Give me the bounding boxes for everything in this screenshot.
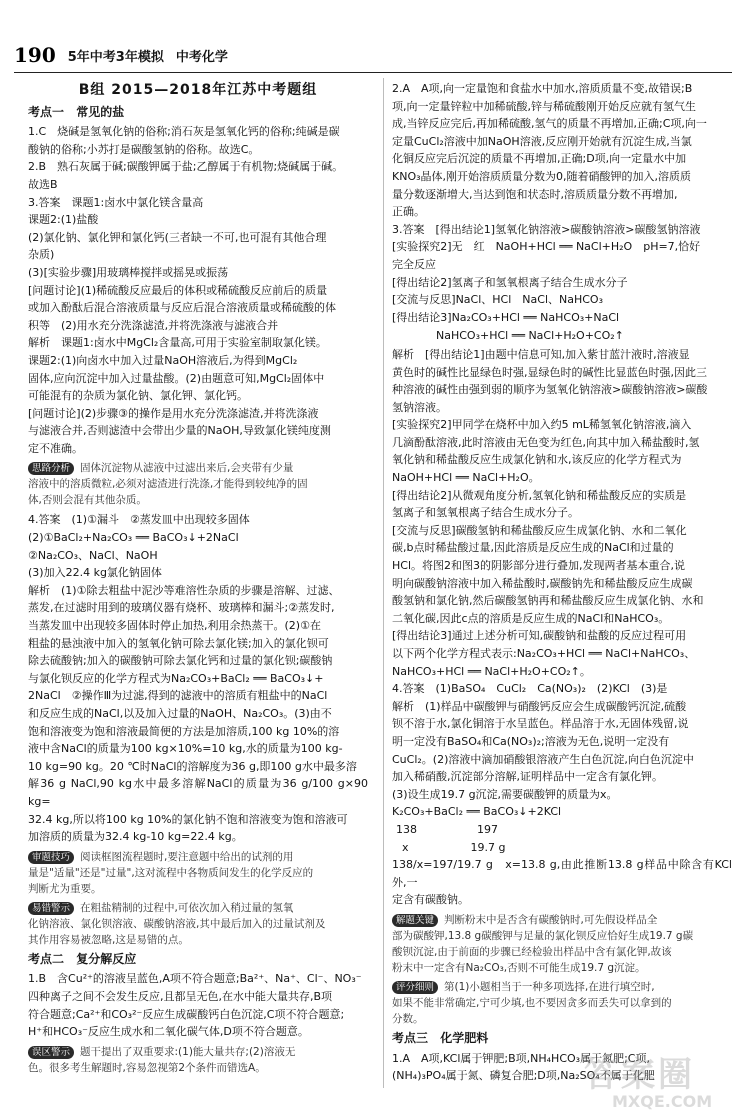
- text-line: 判断尤为重要。: [28, 882, 102, 895]
- text-line: 几滴酚酞溶液,此时溶液由无色变为红色,向其中加入稀盐酸时,氢: [392, 435, 700, 449]
- calc-value: 197: [477, 822, 498, 836]
- text-line: [交流与反思]碳酸氢钠和稀盐酸反应生成氯化钠、水和二氧化: [392, 523, 687, 537]
- equation-line: K₂CO₃+BaCl₂ ══ BaCO₃↓+2KCl: [392, 805, 562, 819]
- text-line: [得出结论3]通过上述分析可知,碳酸钠和盐酸的反应过程可用: [392, 629, 687, 643]
- text-line: 种溶液的碱性由强到弱的顺序为氢氧化钠溶液>碳酸钠溶液>碳酸: [392, 383, 708, 397]
- text-line: 解析 (1)样品中碳酸钾与硝酸钙反应会生成碳酸钙沉淀,硫酸: [392, 699, 687, 713]
- section-number: 考点二: [28, 951, 65, 966]
- text-line: 正确。: [392, 205, 425, 219]
- text-line: CuCl₂。(2)溶液中滴加硝酸银溶液产生白色沉淀,向白色沉淀中: [392, 752, 694, 766]
- text-line: 3.答案 [得出结论1]氢氧化钠溶液>碳酸钠溶液>碳酸氢钠溶液: [392, 222, 701, 236]
- answer-r2: [392, 221, 732, 345]
- text-line: KNO₃晶体,刚开始溶质质量分数为0,随着硝酸钾的加入,溶质质: [392, 169, 691, 183]
- text-line: NaOH+HCl ══ NaCl+H₂O。: [392, 471, 540, 485]
- fraction-line: 解36 g NaCl,90 kg水中最多溶解NaCl的质量为36 g/100 g×90 kg=: [28, 777, 368, 808]
- tip-label: 解题关键: [392, 914, 438, 927]
- text-line: 钡不溶于水,氯化铜溶于水呈蓝色。样品溶于水,无固体残留,说: [392, 717, 689, 731]
- right-column: [392, 80, 732, 1085]
- section-heading-1: [28, 104, 368, 122]
- text-line: (3)加入22.4 kg氯化钠固体: [28, 566, 162, 580]
- text-line: ②Na₂CO₃、NaCl、NaOH: [28, 548, 158, 562]
- text-line: 课题2:(1)向卤水中加入过量NaOH溶液后,为得到MgCl₂: [28, 353, 298, 367]
- text-line: 加入稀硝酸,沉淀部分溶解,证明样品中一定含有氯化钾。: [392, 770, 663, 784]
- text-line: 32.4 kg,所以将100 kg 10%的氯化钠不饱和溶液变为饱和溶液可: [28, 812, 348, 826]
- tip-common-errors: [28, 900, 368, 948]
- text-line: 2.B 熟石灰属于碱;碳酸钾属于盐;乙醇属于有机物;烧碱属于碱。: [28, 160, 344, 174]
- text-line: [得出结论3]Na₂CO₃+HCl ══ NaHCO₃+NaCl: [392, 310, 620, 324]
- text-line: 可能混有的杂质为氯化钠、氯化钾、氯化钙。: [28, 389, 248, 403]
- text-line: 加溶质的质量为32.4 kg-10 kg=22.4 kg。: [28, 830, 243, 844]
- text-line: 1.C 烧碱是氢氧化钠的俗称;消石灰是氢氧化钙的俗称;纯碱是碳: [28, 125, 340, 139]
- text-line: 色。很多考生解题时,容易忽视第2个条件而错选A。: [28, 1061, 266, 1074]
- text-line: (2)氯化钠、氯化钾和氯化钙(三者缺一不可,也可混有其他合理: [28, 230, 327, 244]
- text-line: H⁺和HCO₃⁻反应生成水和二氧化碳气体,D项不符合题意。: [28, 1025, 309, 1039]
- text-line: 二氧化碳,因此c点的溶质是反应生成的NaCl和NaHCO₃。: [392, 611, 670, 625]
- group-title: B组 2015—2018年江苏中考题组: [78, 82, 318, 98]
- tip-reading-skill: [28, 849, 368, 897]
- tip-key-to-solving: [392, 912, 732, 976]
- watermark-logo: 答案圈: [584, 1055, 695, 1095]
- tip-label: 思路分析: [28, 462, 74, 475]
- text-line: 四种离子之间不会发生反应,且都呈无色,在水中能大量共存,B项: [28, 989, 333, 1003]
- answer-1: [28, 123, 368, 158]
- text-line: 定不准确。: [28, 441, 83, 455]
- text-line: 酸钡沉淀,由于前面的步骤已经检验出样品中含有氯化钾,故该: [392, 945, 672, 958]
- text-line: 解析 (1)①除去粗盐中泥沙等难溶性杂质的步骤是溶解、过滤、: [28, 583, 340, 597]
- text-line: 部为碳酸钾,13.8 g碳酸钾与足量的氯化钡反应恰好生成19.7 g碳: [392, 929, 694, 942]
- calc-row-1: [392, 821, 732, 839]
- text-line: (2)①BaCl₂+Na₂CO₃ ══ BaCO₃↓+2NaCl: [28, 531, 239, 545]
- text-line: [交流与反思]NaCl、HCl NaCl、NaHCO₃: [392, 293, 603, 307]
- text-line: 粗盐的悬浊液中加入的氢氧化钠可除去氯化镁;加入的氯化钡可: [28, 636, 329, 650]
- text-line: 体,否则会混有其他杂质。: [28, 494, 147, 507]
- section-title: 化学肥料: [440, 1030, 489, 1045]
- text-line: [实验探究2]甲同学在烧杯中加入约5 mL稀氢氧化钠溶液,滴入: [392, 418, 692, 432]
- text-line: 除去硫酸钠;加入的碳酸钠可除去氯化钙和过量的氯化钡;碳酸钠: [28, 654, 333, 668]
- text-line: 如果不能非常确定,宁可少填,也不要因贪多而丢失可以拿到的: [392, 996, 672, 1009]
- calc-value: 19.7 g: [470, 840, 506, 854]
- text-line: (3)[实验步骤]用玻璃棒搅拌或摇晃或振荡: [28, 265, 229, 279]
- text-line: 与氯化钡反应的化学方程式为Na₂CO₃+BaCl₂ ══ BaCO₃↓+: [28, 671, 324, 685]
- page-header: [14, 42, 228, 68]
- site-watermark: [584, 1047, 744, 1111]
- text-line: 题干提出了双重要求:(1)能大量共存;(2)溶液无: [80, 1045, 296, 1058]
- text-line: [实验探究2]无 红 NaOH+HCl ══ NaCl+H₂O pH=7,恰好: [392, 240, 701, 254]
- text-line: 或加入酚酞后混合溶液质量与反应后混合溶液质量或稀硫酸的体: [28, 301, 336, 315]
- text-line: [问题讨论](2)步骤③的操作是用水充分洗涤滤渣,并将洗涤液: [28, 406, 319, 420]
- text-line: 氧化钠和稀盐酸反应生成氯化钠和水,该反应的化学方程式为: [392, 453, 682, 467]
- calc-value: x: [402, 840, 409, 854]
- text-line: 黄色时的碱性比显绿色时强,显绿色时的碱性比显蓝色时强,因此三: [392, 365, 707, 379]
- text-line: 定含有碳酸钠。: [392, 893, 469, 907]
- header-rule: [14, 72, 732, 73]
- text-line: 10 kg=90 kg。20 ℃时NaCl的溶解度为36 g,即100 g水中最多溶: [28, 759, 357, 773]
- text-line: 阅读框图流程题时,要注意题中给出的试剂的用: [80, 850, 294, 863]
- answer-2: [28, 158, 368, 193]
- text-line: 酸钠的俗称;小苏打是碳酸氢钠的俗称。故选C。: [28, 142, 260, 156]
- equation-line: NaHCO₃+HCl ══ NaCl+H₂O+CO₂↑: [436, 329, 624, 343]
- text-line: 定量CuCl₂溶液中加NaOH溶液,反应刚开始就有沉淀生成,当氯: [392, 134, 692, 148]
- text-line: 固体沉淀物从滤液中过滤出来后,会夹带有少量: [80, 462, 294, 475]
- text-line: 2.A A项,向一定量饱和食盐水中加水,溶质质量不变,故错误;B: [392, 82, 693, 95]
- text-line: 其作用容易被忽略,这是易错的点。: [28, 933, 189, 946]
- section-heading-3: [392, 1030, 732, 1048]
- section-heading-2: [28, 951, 368, 969]
- text-line: 解析 课题1:卤水中MgCl₂含量高,可用于实验室制取氯化镁。: [28, 336, 327, 350]
- text-line: 化铜反应完后沉淀的质量不再增加,正确;D项,向一定量水中加: [392, 152, 687, 166]
- column-divider: [383, 78, 384, 1088]
- text-line: 与滤液合并,否则滤渣中会带出少量的NaOH,导致氯化镁纯度测: [28, 424, 331, 438]
- section-number: 考点一: [28, 104, 65, 119]
- text-line: 粉末中一定含有Na₂CO₃,否则不可能生成19.7 g沉淀。: [392, 961, 646, 974]
- book-subject: 中考化学: [175, 49, 228, 65]
- text-line: 蒸发,在过滤时用到的玻璃仪器有烧杯、玻璃棒和漏斗;②蒸发时,: [28, 601, 335, 615]
- text-line: HCl。将图2和图3的阴影部分进行叠加,发现两者基本重合,说: [392, 559, 685, 573]
- text-line: 2NaCl ②操作Ⅲ为过滤,得到的滤液中的溶质有粗盐中的NaCl: [28, 689, 328, 703]
- section-title: 常见的盐: [76, 104, 125, 119]
- text-line: 固体,应向沉淀中加入过量盐酸。(2)由题意可知,MgCl₂固体中: [28, 371, 325, 385]
- text-line: 判断粉末中是否含有碳酸钠时,可先假设样品全: [444, 913, 658, 926]
- text-line: 量分数逐渐增大,当达到饱和状态时,溶质质量分数不再增加,: [392, 187, 678, 201]
- text-line: 分数。: [392, 1012, 424, 1025]
- left-column: [28, 80, 368, 1079]
- text-line: 故选B: [28, 177, 58, 191]
- text-line: 化钠溶液、氯化钡溶液、碳酸钠溶液,其中最后加入的过量试剂及: [28, 917, 326, 930]
- text-line: [得出结论2]氢离子和氢氧根离子结合生成水分子: [392, 275, 628, 289]
- text-line: 4.答案 (1)①漏斗 ②蒸发皿中出现较多固体: [28, 513, 250, 527]
- text-line: 积等 (2)用水充分洗涤滤渣,并将洗涤液与滤液合并: [28, 318, 279, 332]
- tip-label: 评分细则: [392, 981, 438, 994]
- text-line: 课题2:(1)盐酸: [28, 213, 99, 227]
- book-series: 5年中考3年模拟: [67, 49, 164, 65]
- answer-r4: [392, 680, 732, 909]
- tip-label: 误区警示: [28, 1046, 74, 1059]
- text-line: 量是"适量"还是"过量",这对流程中各物质间发生的化学反应的: [28, 866, 314, 879]
- text-line: 完全反应: [392, 257, 436, 271]
- page-number: 190: [14, 43, 56, 67]
- text-line: 饱和溶液变为饱和溶液最简便的方法是加溶质,100 kg 10%的溶: [28, 724, 340, 738]
- text-line: 在粗盐精制的过程中,可依次加入稍过量的氢氧: [80, 901, 294, 914]
- text-line: 液中含NaCl的质量为100 kg×10%=10 kg,水的质量为100 kg-: [28, 742, 343, 756]
- tip-label: 审题技巧: [28, 851, 74, 864]
- text-line: 氢离子和氢氧根离子结合生成水分子。: [392, 506, 579, 520]
- tip-label: 易错警示: [28, 902, 74, 915]
- tip-thinking-analysis: [28, 460, 368, 508]
- fraction-line: 138/x=197/19.7 g x=13.8 g,由此推断13.8 g样品中除含有KCl外,一: [392, 858, 732, 889]
- section-number: 考点三: [392, 1030, 429, 1045]
- tip-misconception: [28, 1044, 368, 1076]
- text-line: 符合题意;Ca²⁺和CO₃²⁻反应生成碳酸钙白色沉淀,C项不符合题意;: [28, 1007, 345, 1021]
- analysis-r3: [392, 346, 732, 680]
- text-line: [得出结论2]从微观角度分析,氢氧化钠和稀盐酸反应的实质是: [392, 488, 687, 502]
- text-line: 以下两个化学方程式表示:Na₂CO₃+HCl ══ NaCl+NaHCO₃、: [392, 647, 696, 660]
- section-title: 复分解反应: [76, 951, 137, 966]
- text-line: 明一定没有BaSO₄和Ca(NO₃)₂;溶液为无色,说明一定没有: [392, 734, 670, 748]
- text-line: 4.答案 (1)BaSO₄ CuCl₂ Ca(NO₃)₂ (2)KCl (3)是: [392, 682, 668, 696]
- text-line: NaHCO₃+HCl ══ NaCl+H₂O+CO₂↑。: [392, 664, 591, 678]
- text-line: 3.答案 课题1:卤水中氯化镁含量高: [28, 195, 204, 209]
- text-line: 氢钠溶液。: [392, 400, 447, 414]
- text-line: 酸氢钠和氯化钠,然后碳酸氢钠再和稀盐酸反应生成氯化钠、水和: [392, 594, 704, 608]
- answer-4: [28, 511, 368, 845]
- text-line: (NH₄)₃PO₄属于氮、磷复合肥;D项,Na₂SO₄不属于化肥: [392, 1069, 655, 1083]
- calc-row-2: [392, 839, 732, 857]
- watermark-url: MXQE.COM: [612, 1092, 713, 1111]
- text-line: 溶液中的溶质微粒,必须对滤渣进行洗涤,才能得到较纯净的固: [28, 478, 308, 491]
- tip-scoring-rules: [392, 979, 732, 1027]
- text-line: 当蒸发皿中出现较多固体时停止加热,利用余热蒸干。(2)①在: [28, 619, 321, 633]
- text-line: 明向碳酸钠溶液中加入稀盐酸时,碳酸钠先和稀盐酸反应生成碳: [392, 576, 693, 590]
- text-line: 1.B 含Cu²⁺的溶液呈蓝色,A项不符合题意;Ba²⁺、Na⁺、Cl⁻、NO₃⁻: [28, 972, 362, 986]
- text-line: (3)设生成19.7 g沉淀,需要碳酸钾的质量为x。: [392, 787, 618, 801]
- text-line: 1.A A项,KCl属于钾肥;B项,NH₄HCO₃属于氮肥;C项,: [392, 1051, 650, 1065]
- text-line: [问题讨论](1)稀硫酸反应最后的体积或稀硫酸反应前后的质量: [28, 283, 328, 297]
- text-line: 碳,b点时稀盐酸过量,因此溶质是反应生成的NaCl和过量的: [392, 541, 674, 555]
- text-line: 成,当锌反应完后,再加稀硫酸,氢气的质量不再增加,正确;C项,向一: [392, 117, 707, 131]
- calc-value: 138: [396, 822, 417, 836]
- answer-3: [28, 194, 368, 458]
- text-line: 项,向一定量锌粒中加稀硫酸,锌与稀硫酸刚开始反应就有氢气生: [392, 99, 696, 113]
- answer-5: [28, 970, 368, 1040]
- text-line: 和反应生成的NaCl,以及加入过量的NaOH、Na₂CO₃。(3)由不: [28, 707, 332, 720]
- text-line: 第(1)小题相当于一种多项选择,在进行填空时,: [444, 980, 655, 993]
- text-line: 杂质): [28, 248, 55, 262]
- answer-r1: [392, 80, 732, 221]
- text-line: 解析 [得出结论1]由题中信息可知,加入紫甘蓝汁液时,溶液显: [392, 347, 690, 361]
